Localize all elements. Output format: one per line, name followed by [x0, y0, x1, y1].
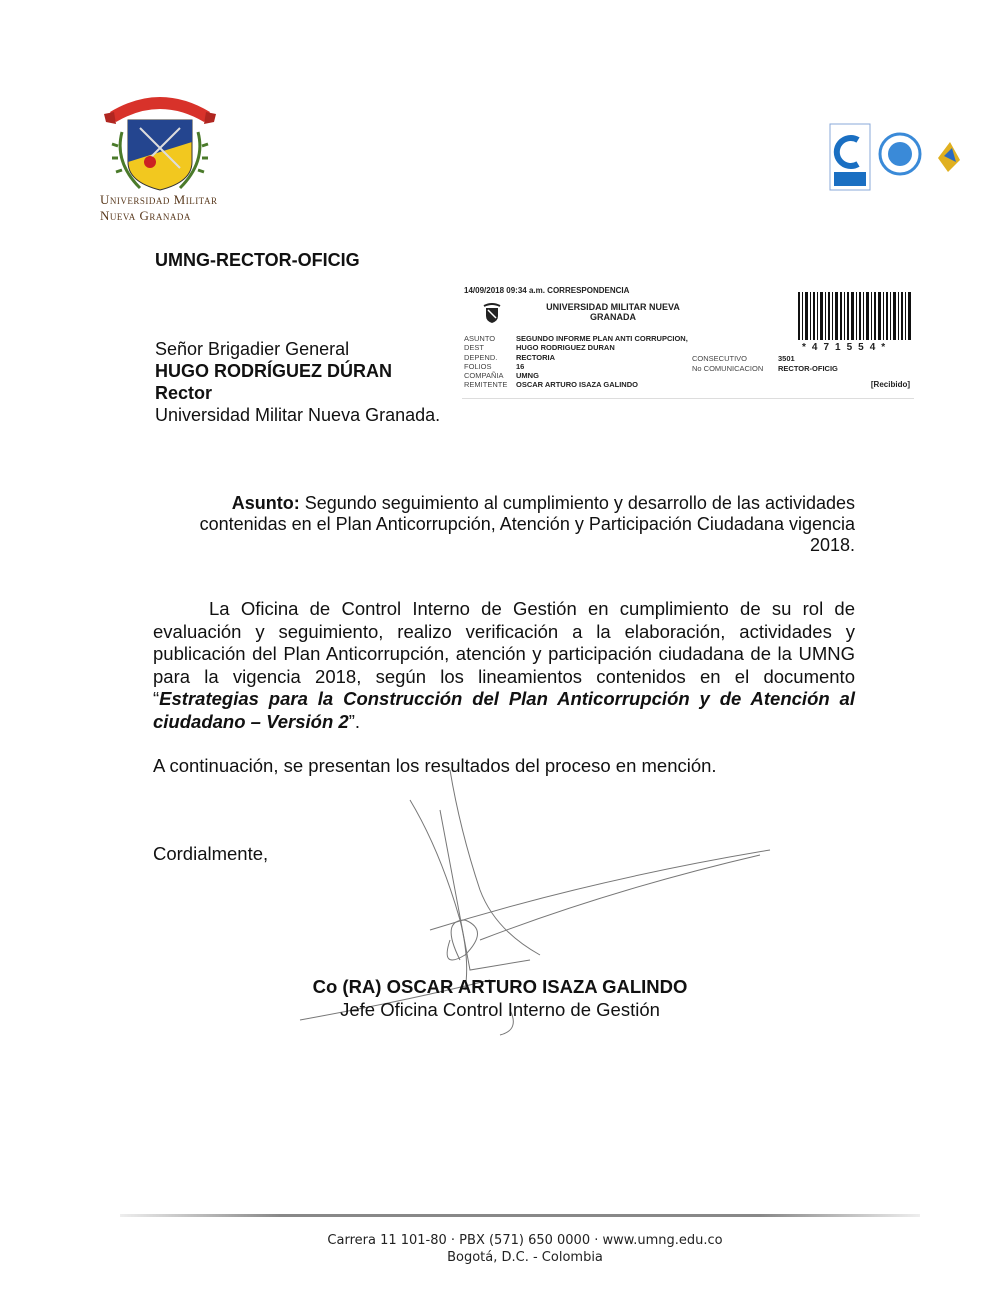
stamp-labels — [464, 334, 507, 390]
subject-text: Segundo seguimiento al cumplimiento y desarrollo de las actividades contenidas en el Plan Anticorrupción, Atención y Participación Ciudadana vigencia 2018. — [199, 493, 855, 555]
body-paragraph-2: A continuación, se presentan los resultados del proceso en mención. — [153, 755, 717, 776]
recipient-institution: Universidad Militar Nueva Granada. — [155, 405, 441, 425]
stamp-status: [Recibido] — [870, 380, 910, 389]
university-name-line2: Nueva Granada — [100, 208, 191, 223]
university-name-line1: Universidad Militar — [100, 192, 218, 207]
barcode-icon — [798, 292, 912, 340]
university-name — [100, 192, 240, 224]
footer-address: Carrera 11 101-80 · PBX (571) 650 0000 · www.umng.edu.co — [327, 1233, 723, 1248]
recipient-name: HUGO RODRÍGUEZ DÚRAN — [155, 361, 392, 381]
body-paragraph-1 — [153, 598, 855, 733]
stamp-issuer: UNIVERSIDAD MILITAR NUEVA GRANADA — [546, 302, 680, 322]
stamp-value: OSCAR ARTURO ISAZA GALINDO — [516, 380, 638, 390]
subject-label: Asunto: — [231, 493, 300, 513]
paragraph1-end: ”. — [348, 710, 360, 732]
stamp-counter-labels — [692, 354, 763, 374]
document-title-emphasis: Estrategias para la Construcción del Plan Anticorrupción y de Atención al ciudadano – Versión 2 — [153, 688, 855, 732]
document-reference: UMNG-RECTOR-OFICIG — [155, 250, 360, 270]
stamp-value: SEGUNDO INFORME PLAN ANTI CORRUPCION, — [516, 334, 688, 343]
comunicacion-label: No COMUNICACION — [692, 364, 764, 373]
footer-city: Bogotá, D.C. - Colombia — [447, 1250, 603, 1265]
comunicacion-value: RECTOR-OFICIG — [778, 364, 838, 373]
stamp-label: FOLIOS — [464, 361, 492, 371]
stamp-value: UMNG — [516, 371, 539, 381]
signer-name: Co (RA) OSCAR ARTURO ISAZA GALINDO — [312, 976, 688, 997]
stamp-timestamp: 14/09/2018 09:34 a.m. CORRESPONDENCIA — [464, 286, 630, 295]
paragraph1-start: La Oficina de Control Interno de Gestión en cumplimiento de su rol de evaluación y seguimiento, realizo verificación a la elaboración, actividades y publicación del Plan Anticorrupción, atención y participación ciudadana de la UMNG para la vigencia 2018, según los lineamientos contenidos en el documento “ — [153, 598, 855, 709]
subject-line — [155, 493, 855, 556]
recipient-title: Rector — [155, 383, 213, 403]
closing: Cordialmente, — [153, 843, 269, 864]
stamp-label: DEPEND. — [464, 352, 498, 362]
consecutivo-value: 3501 — [778, 354, 795, 363]
correspondence-stamp — [462, 286, 914, 404]
barcode-number: *471554* — [802, 342, 892, 353]
signature-block — [300, 975, 700, 1021]
stamp-divider — [462, 398, 914, 399]
stamp-label: COMPAÑIA — [464, 371, 504, 381]
footer — [0, 1232, 1000, 1266]
stamp-emblem-icon — [482, 302, 502, 324]
stamp-value: 16 — [516, 361, 525, 371]
footer-divider — [120, 1214, 920, 1217]
stamp-value: RECTORIA — [516, 352, 556, 362]
signer-position: Jefe Oficina Control Interno de Gestión — [340, 999, 660, 1020]
recipient-block — [155, 338, 440, 426]
stamp-counter-values — [778, 354, 838, 374]
stamp-label: DEST — [464, 343, 485, 353]
stamp-label: ASUNTO — [464, 334, 496, 343]
stamp-value: HUGO RODRIGUEZ DURAN — [516, 343, 615, 353]
recipient-salutation: Señor Brigadier General — [155, 339, 350, 359]
stamp-values — [516, 334, 688, 390]
consecutivo-label: CONSECUTIVO — [692, 354, 748, 363]
stamp-label: REMITENTE — [464, 380, 508, 390]
certification-logos — [828, 122, 978, 194]
